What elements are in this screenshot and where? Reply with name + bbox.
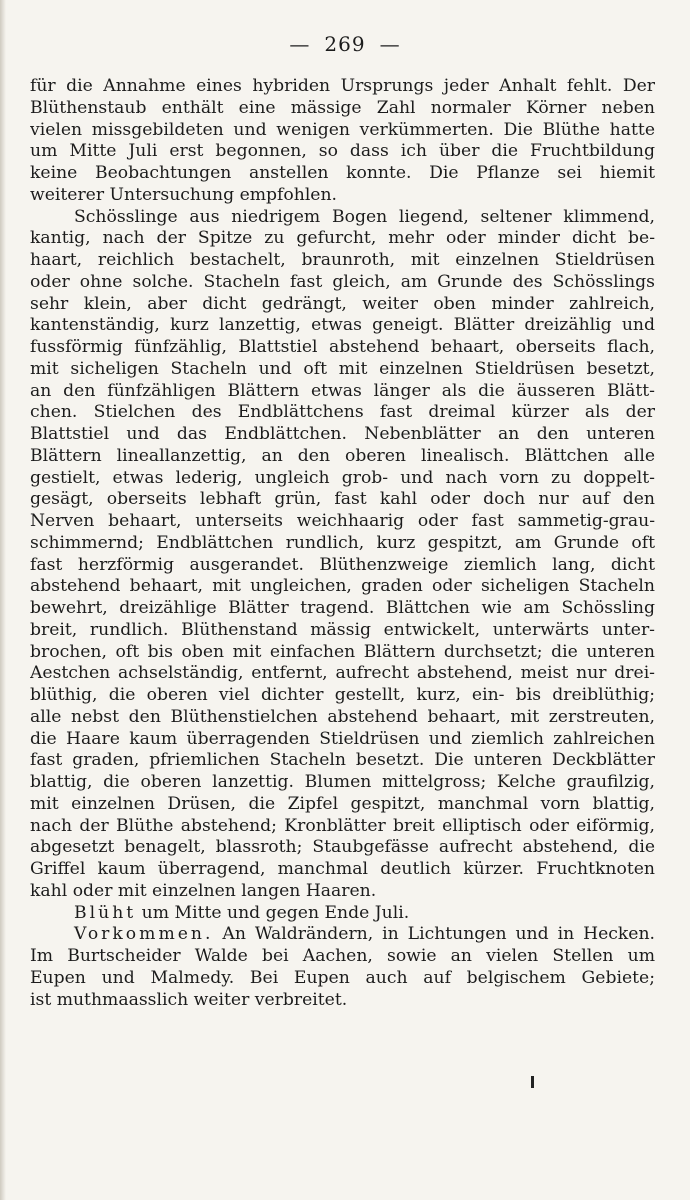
ink-mark bbox=[531, 1076, 534, 1088]
text-line: an den fünfzähligen Blättern etwas länger als die äusseren Blätt- bbox=[30, 380, 655, 401]
text-line: die Haare kaum überragenden Stieldrüsen und ziemlich zahlreichen bbox=[30, 728, 655, 749]
text-line: brochen, oft bis oben mit einfachen Blättern durchsetzt; die unteren bbox=[30, 641, 655, 662]
text-line: chen. Stielchen des Endblättchens fast dreimal kürzer als der bbox=[30, 402, 655, 423]
text-line: mit sicheligen Stacheln und oft mit einzelnen Stieldrüsen besetzt, bbox=[30, 358, 655, 379]
text-line: Blättern lineallanzettig, an den oberen linealisch. Blättchen alle bbox=[30, 445, 655, 466]
header-dash-left: — bbox=[289, 32, 311, 56]
text-line: breit, rundlich. Blüthenstand mässig entwickelt, unterwärts unter- bbox=[30, 619, 655, 640]
text-line: Aestchen achselständig, entfernt, aufrecht abstehend, meist nur drei- bbox=[30, 663, 655, 684]
text-line: schimmernd; Endblättchen rundlich, kurz gespitzt, am Grunde oft bbox=[30, 532, 655, 553]
text-line: blüthig, die oberen viel dichter gestellt, kurz, ein- bis dreiblüthig; bbox=[30, 685, 655, 705]
text-line: nach der Blüthe abstehend; Kronblätter breit elliptisch oder eiförmig, bbox=[30, 815, 655, 836]
text-line: vielen missgebildeten und wenigen verkümmerten. Die Blüthe hatte bbox=[30, 119, 655, 140]
text-line: fussförmig fünfzählig, Blattstiel abstehend behaart, oberseits flach, bbox=[30, 337, 655, 357]
text-line: für die Annahme eines hybriden Ursprungs jeder Anhalt fehlt. Der bbox=[30, 76, 655, 96]
text-line: sehr klein, aber dicht gedrängt, weiter oben minder zahlreich, bbox=[30, 293, 655, 314]
text-line: Griffel kaum überragend, manchmal deutlich kürzer. Fruchtknoten bbox=[30, 859, 655, 879]
text-line: abstehend behaart, mit ungleichen, graden oder sicheligen Stacheln bbox=[30, 576, 655, 597]
text-line: Eupen und Malmedy. Bei Eupen auch auf belgischem Gebiete; bbox=[30, 967, 655, 988]
spaced-word: Blüht bbox=[74, 902, 137, 923]
text-line: haart, reichlich bestachelt, braunroth, mit einzelnen Stieldrüsen bbox=[30, 250, 655, 270]
text-line: ist muthmaasslich weiter verbreitet. bbox=[30, 989, 348, 1010]
text-line: gestielt, etwas lederig, ungleich grob- und nach vorn zu doppelt- bbox=[30, 467, 655, 488]
text-line: kantenständig, kurz lanzettig, etwas geneigt. Blätter dreizählig und bbox=[30, 315, 655, 336]
text-line: keine Beobachtungen anstellen konnte. Die Pflanze sei hiemit bbox=[30, 163, 655, 183]
text-line: Blüthenstaub enthält eine mässige Zahl normaler Körner neben bbox=[30, 97, 655, 118]
text-line: Blattstiel und das Endblättchen. Nebenblätter an den unteren bbox=[30, 424, 655, 444]
text-line: kahl oder mit einzelnen langen Haaren. bbox=[30, 880, 377, 901]
page-edge-shadow bbox=[0, 0, 6, 1200]
text-line: gesägt, oberseits lebhaft grün, fast kahl oder doch nur auf den bbox=[30, 489, 655, 510]
body-text bbox=[30, 76, 655, 1011]
text-line: fast herzförmig ausgerandet. Blüthenzweige ziemlich lang, dicht bbox=[30, 554, 655, 575]
text-line: alle nebst den Blüthenstielchen abstehend behaart, mit zerstreuten, bbox=[30, 706, 655, 727]
spaced-word: Vorkommen. bbox=[74, 924, 214, 945]
page-number: 269 bbox=[324, 32, 366, 56]
text-line: oder ohne solche. Stacheln fast gleich, am Grunde des Schösslings bbox=[30, 271, 655, 292]
text-line: um Mitte Juli erst begonnen, so dass ich über die Fruchtbildung bbox=[30, 141, 655, 162]
text-line: fast graden, pfriemlichen Stacheln besetzt. Die unteren Deckblätter bbox=[30, 750, 655, 771]
page-header bbox=[0, 32, 690, 56]
text-line: blattig, die oberen lanzettig. Blumen mittelgross; Kelche graufilzig, bbox=[30, 772, 655, 792]
text-line bbox=[30, 924, 655, 946]
text-line: Nerven behaart, unterseits weichhaarig oder fast sammetig-grau- bbox=[30, 511, 655, 531]
text-line: bewehrt, dreizählige Blätter tragend. Blättchen wie am Schössling bbox=[30, 598, 655, 618]
text-line bbox=[30, 903, 655, 925]
text-line: kantig, nach der Spitze zu gefurcht, mehr oder minder dicht be- bbox=[30, 228, 655, 249]
line-text: An Waldrändern, in Lichtungen und in Hecken. bbox=[213, 924, 655, 945]
line-text: um Mitte und gegen Ende Juli. bbox=[136, 902, 410, 923]
text-line: Schösslinge aus niedrigem Bogen liegend, seltener klimmend, bbox=[74, 206, 655, 227]
text-line: weiterer Untersuchung empfohlen. bbox=[30, 184, 338, 205]
text-line: Im Burtscheider Walde bei Aachen, sowie an vielen Stellen um bbox=[30, 946, 655, 966]
header-dash-right: — bbox=[379, 32, 401, 56]
text-line: abgesetzt benagelt, blassroth; Staubgefässe aufrecht abstehend, die bbox=[30, 837, 655, 858]
text-line: mit einzelnen Drüsen, die Zipfel gespitzt, manchmal vorn blattig, bbox=[30, 793, 655, 814]
